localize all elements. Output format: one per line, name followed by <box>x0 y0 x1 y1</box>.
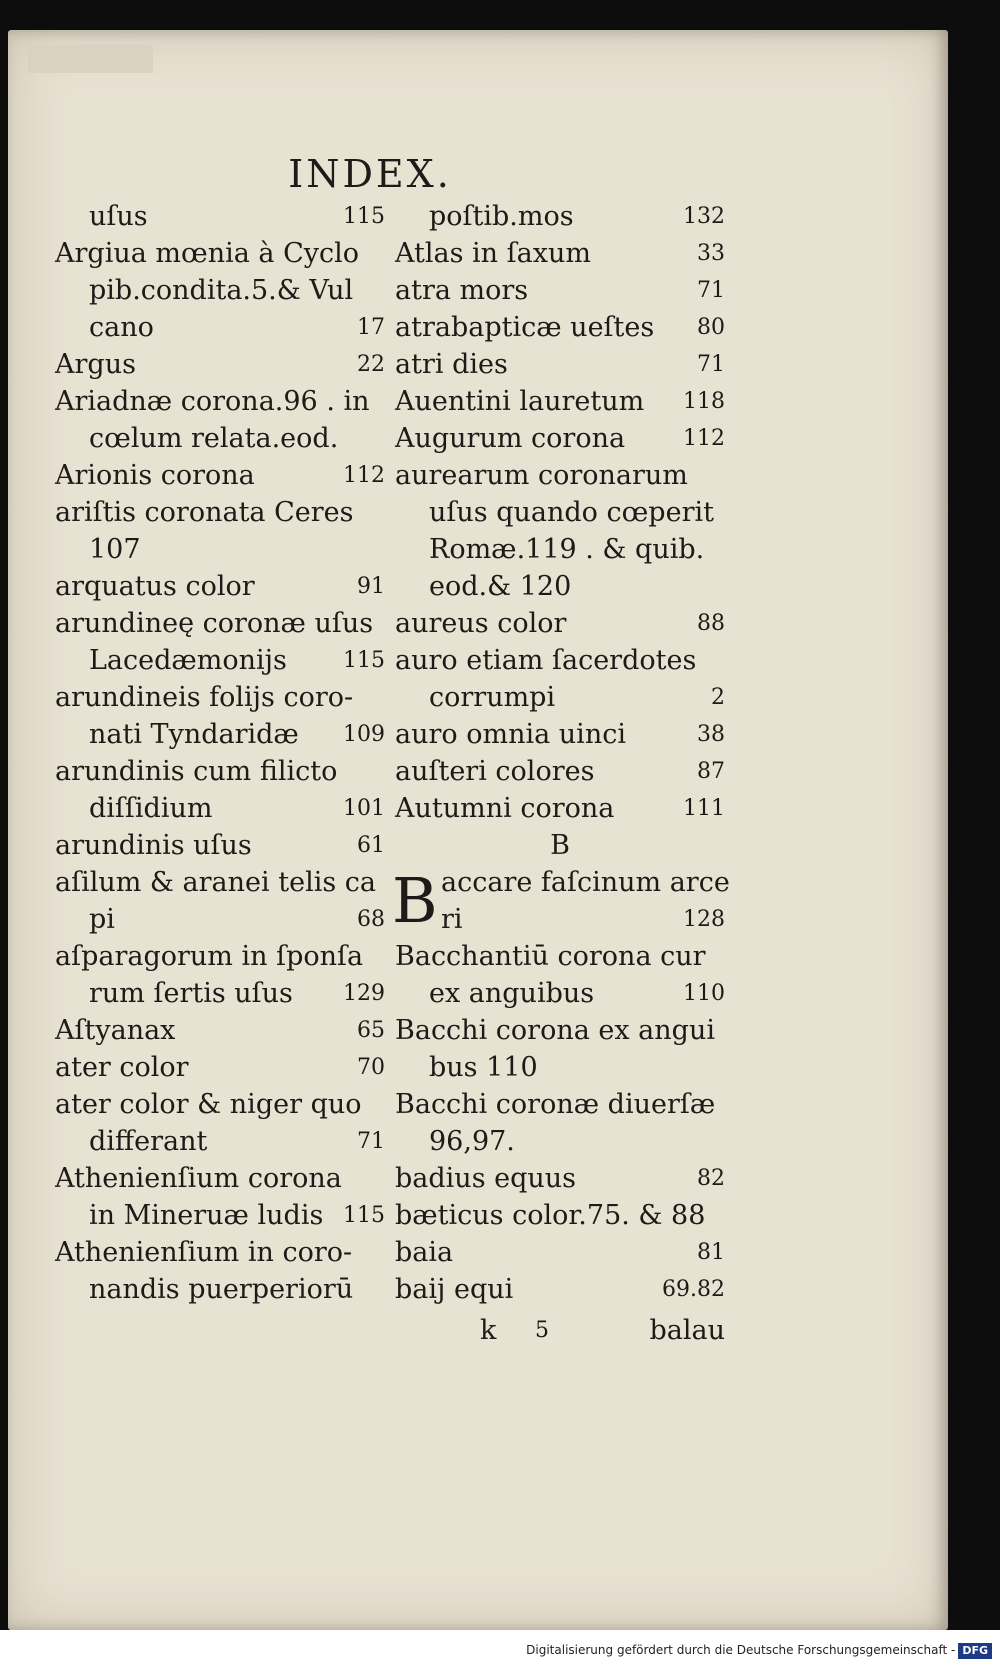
entry-text: aurearum coronarum <box>395 460 688 491</box>
index-entry <box>395 235 725 272</box>
index-entry <box>395 383 725 420</box>
index-entry <box>55 494 385 531</box>
entry-page-number <box>379 420 385 457</box>
entry-page-number: 115 <box>343 648 385 673</box>
index-entry <box>55 1012 385 1049</box>
entry-text: Lacedæmonijs <box>89 645 287 676</box>
entry-page-number: 65 <box>357 1018 385 1043</box>
entry-text: B <box>550 830 570 861</box>
entry-page-number <box>730 864 736 901</box>
catchword: balau <box>649 1315 725 1346</box>
index-left-column <box>55 198 385 1308</box>
entry-page-number: 129 <box>343 981 385 1006</box>
entry-page-number: 110 <box>683 981 725 1006</box>
entry-page-number: 115 <box>343 1203 385 1228</box>
index-entry <box>55 531 385 568</box>
entry-text: atri dies <box>395 349 508 380</box>
index-entry <box>395 346 725 383</box>
entry-page-number <box>719 1012 725 1049</box>
index-entry <box>395 753 725 790</box>
index-entry <box>395 568 725 605</box>
entry-text: arundineę coronæ uſus <box>55 608 374 639</box>
index-entry <box>55 420 385 457</box>
index-entry <box>395 457 725 494</box>
entry-page-number <box>719 1086 725 1123</box>
index-entry <box>55 1160 385 1197</box>
entry-text: auſteri colores <box>395 756 595 787</box>
index-entry <box>55 346 385 383</box>
entry-page-number <box>379 753 385 790</box>
index-entry <box>55 1086 385 1123</box>
entry-page-number: 82 <box>697 1166 725 1191</box>
entry-page-number <box>719 494 725 531</box>
index-entry <box>395 420 725 457</box>
index-entry <box>395 716 725 753</box>
entry-text: uſus <box>89 201 148 232</box>
entry-text: arundineis folijs coro- <box>55 682 354 713</box>
entry-text: aſparagorum in ſponſa <box>55 941 364 972</box>
page-title: INDEX. <box>288 152 452 196</box>
index-entry <box>55 272 385 309</box>
entry-text: Autumni corona <box>395 793 615 824</box>
index-entry <box>395 938 725 975</box>
index-entry <box>395 901 725 938</box>
index-entry <box>395 605 725 642</box>
decorated-initial: B <box>392 864 438 937</box>
entry-text: differant <box>89 1126 208 1157</box>
index-entry <box>395 790 725 827</box>
entry-page-number: 33 <box>697 241 725 266</box>
entry-page-number <box>379 1234 385 1271</box>
entry-text: in Mineruæ ludis <box>89 1200 324 1231</box>
index-entry <box>55 679 385 716</box>
entry-page-number: 71 <box>357 1129 385 1154</box>
entry-page-number <box>379 938 385 975</box>
entry-page-number: 81 <box>697 1240 725 1265</box>
index-entry <box>395 1123 725 1160</box>
entry-page-number: 115 <box>343 204 385 229</box>
entry-text: cœlum relata.eod. <box>89 423 339 454</box>
entry-text: bæticus color.75. & 88 <box>395 1200 706 1231</box>
index-entry <box>395 827 725 864</box>
entry-text: Bacchi coronæ diuerſæ <box>395 1089 716 1120</box>
signature-number: 5 <box>535 1318 549 1343</box>
entry-text: arundinis uſus <box>55 830 252 861</box>
entry-page-number: 132 <box>683 204 725 229</box>
index-entry <box>55 975 385 1012</box>
entry-page-number <box>379 383 385 420</box>
entry-page-number: 111 <box>683 796 725 821</box>
entry-text: Atlas in ſaxum <box>395 238 591 269</box>
entry-page-number <box>379 1160 385 1197</box>
entry-page-number <box>719 568 725 605</box>
entry-page-number: 112 <box>683 426 725 451</box>
index-entry <box>55 1271 385 1308</box>
entry-text: diſſidium <box>89 793 213 824</box>
index-entry <box>395 975 725 1012</box>
entry-page-number <box>719 531 725 568</box>
index-entry <box>55 198 385 235</box>
index-entry <box>55 864 385 901</box>
entry-page-number <box>379 679 385 716</box>
entry-page-number: 2 <box>711 685 725 710</box>
index-entry <box>395 679 725 716</box>
entry-page-number <box>719 457 725 494</box>
entry-text: Argiua mœnia à Cyclo <box>55 238 360 269</box>
index-entry <box>395 1197 725 1234</box>
entry-page-number: 61 <box>357 833 385 858</box>
entry-page-number: 101 <box>343 796 385 821</box>
index-entry <box>55 605 385 642</box>
entry-text: baij equi <box>395 1274 514 1305</box>
entry-text: Bacchantiū corona cur <box>395 941 706 972</box>
index-entry <box>55 235 385 272</box>
dfg-logo: DFG <box>958 1643 992 1659</box>
entry-text: Arionis corona <box>55 460 255 491</box>
index-entry <box>55 790 385 827</box>
index-entry <box>55 753 385 790</box>
page-tab-edge <box>28 45 153 73</box>
index-entry <box>395 1234 725 1271</box>
entry-page-number <box>379 864 385 901</box>
entry-page-number <box>379 272 385 309</box>
entry-text: accare faſcinum arce <box>441 867 730 898</box>
entry-page-number <box>379 494 385 531</box>
entry-text: poſtib.mos <box>429 201 574 232</box>
entry-page-number: 69.82 <box>662 1277 725 1302</box>
entry-page-number: 128 <box>683 907 725 932</box>
entry-text: Bacchi corona ex angui <box>395 1015 715 1046</box>
entry-text: pib.condita.5.& Vul <box>89 275 354 306</box>
entry-text: bus 110 <box>429 1052 538 1083</box>
entry-page-number <box>719 1197 725 1234</box>
entry-text: Ariadnæ corona.96 . in <box>55 386 370 417</box>
entry-page-number: 70 <box>357 1055 385 1080</box>
entry-text: nandis puerperiorū <box>89 1274 354 1305</box>
entry-page-number: 87 <box>697 759 725 784</box>
entry-page-number: 22 <box>357 352 385 377</box>
entry-text: ex anguibus <box>429 978 595 1009</box>
entry-page-number: 38 <box>697 722 725 747</box>
entry-page-number: 109 <box>343 722 385 747</box>
index-entry <box>395 1049 725 1086</box>
entry-page-number <box>379 605 385 642</box>
signature-letter: k <box>480 1315 497 1346</box>
entry-text: atrabapticæ ueſtes <box>395 312 655 343</box>
entry-text: 107 <box>89 534 141 565</box>
entry-page-number <box>379 531 385 568</box>
entry-text: Auentini lauretum <box>395 386 645 417</box>
entry-text: ri <box>441 904 463 935</box>
entry-page-number <box>379 1271 385 1308</box>
index-entry <box>55 568 385 605</box>
index-entry <box>55 309 385 346</box>
index-entry <box>395 198 725 235</box>
digitization-footer <box>0 1630 1000 1670</box>
entry-text: aureus color <box>395 608 567 639</box>
entry-text: Aſtyanax <box>55 1015 176 1046</box>
entry-page-number: 118 <box>683 389 725 414</box>
entry-page-number: 80 <box>697 315 725 340</box>
index-entry <box>55 1234 385 1271</box>
index-entry <box>395 309 725 346</box>
entry-page-number <box>719 1123 725 1160</box>
index-entry <box>395 1160 725 1197</box>
entry-text: Augurum corona <box>395 423 626 454</box>
entry-text: arquatus color <box>55 571 255 602</box>
entry-text: ariſtis coronata Ceres <box>55 497 354 528</box>
entry-text: aſilum & aranei telis ca <box>55 867 376 898</box>
entry-page-number <box>719 642 725 679</box>
entry-text: Argus <box>55 349 136 380</box>
entry-page-number: 71 <box>697 278 725 303</box>
entry-page-number <box>379 235 385 272</box>
entry-text: arundinis cum filicto <box>55 756 338 787</box>
entry-text: nati Tyndaridæ <box>89 719 299 750</box>
entry-page-number: 17 <box>357 315 385 340</box>
index-entry <box>55 383 385 420</box>
index-right-column <box>395 198 730 1308</box>
index-entry <box>395 272 725 309</box>
entry-text: auro etiam ſacerdotes <box>395 645 697 676</box>
catchline <box>395 1312 725 1349</box>
index-entry <box>55 827 385 864</box>
index-entry <box>395 864 730 901</box>
index-entry <box>55 938 385 975</box>
entry-text: ater color <box>55 1052 189 1083</box>
index-entry <box>55 901 385 938</box>
index-entry <box>55 457 385 494</box>
index-entry <box>395 1086 725 1123</box>
entry-text: eod.& 120 <box>429 571 572 602</box>
entry-text: uſus quando cœperit <box>429 497 714 528</box>
index-entry <box>55 642 385 679</box>
index-entry <box>55 716 385 753</box>
entry-page-number: 71 <box>697 352 725 377</box>
entry-text: corrumpi <box>429 682 556 713</box>
entry-text: atra mors <box>395 275 529 306</box>
entry-text: baia <box>395 1237 454 1268</box>
index-entry <box>55 1197 385 1234</box>
index-entry <box>395 642 725 679</box>
entry-page-number: 112 <box>343 463 385 488</box>
index-entry <box>395 1012 725 1049</box>
entry-text: auro omnia uinci <box>395 719 626 750</box>
entry-text: Athenienſium in coro- <box>55 1237 353 1268</box>
footer-credit: Digitalisierung gefördert durch die Deutsche Forschungsgemeinschaft - <box>526 1643 956 1657</box>
entry-text: badius equus <box>395 1163 577 1194</box>
index-entry <box>55 1049 385 1086</box>
index-entry <box>395 494 725 531</box>
entry-text: rum ſertis uſus <box>89 978 293 1009</box>
entry-page-number <box>719 938 725 975</box>
entry-text: cano <box>89 312 154 343</box>
entry-text: pi <box>89 904 115 935</box>
index-entry <box>55 1123 385 1160</box>
entry-text: 96,97. <box>429 1126 515 1157</box>
entry-text: ater color & niger quo <box>55 1089 362 1120</box>
entry-text: Romæ.119 . & quib. <box>429 534 705 565</box>
index-entry <box>395 1271 725 1308</box>
index-entry <box>395 531 725 568</box>
entry-page-number <box>379 1086 385 1123</box>
entry-page-number <box>719 1049 725 1086</box>
entry-page-number: 68 <box>357 907 385 932</box>
entry-page-number: 91 <box>357 574 385 599</box>
entry-text: Athenienſium corona <box>55 1163 342 1194</box>
entry-page-number: 88 <box>697 611 725 636</box>
